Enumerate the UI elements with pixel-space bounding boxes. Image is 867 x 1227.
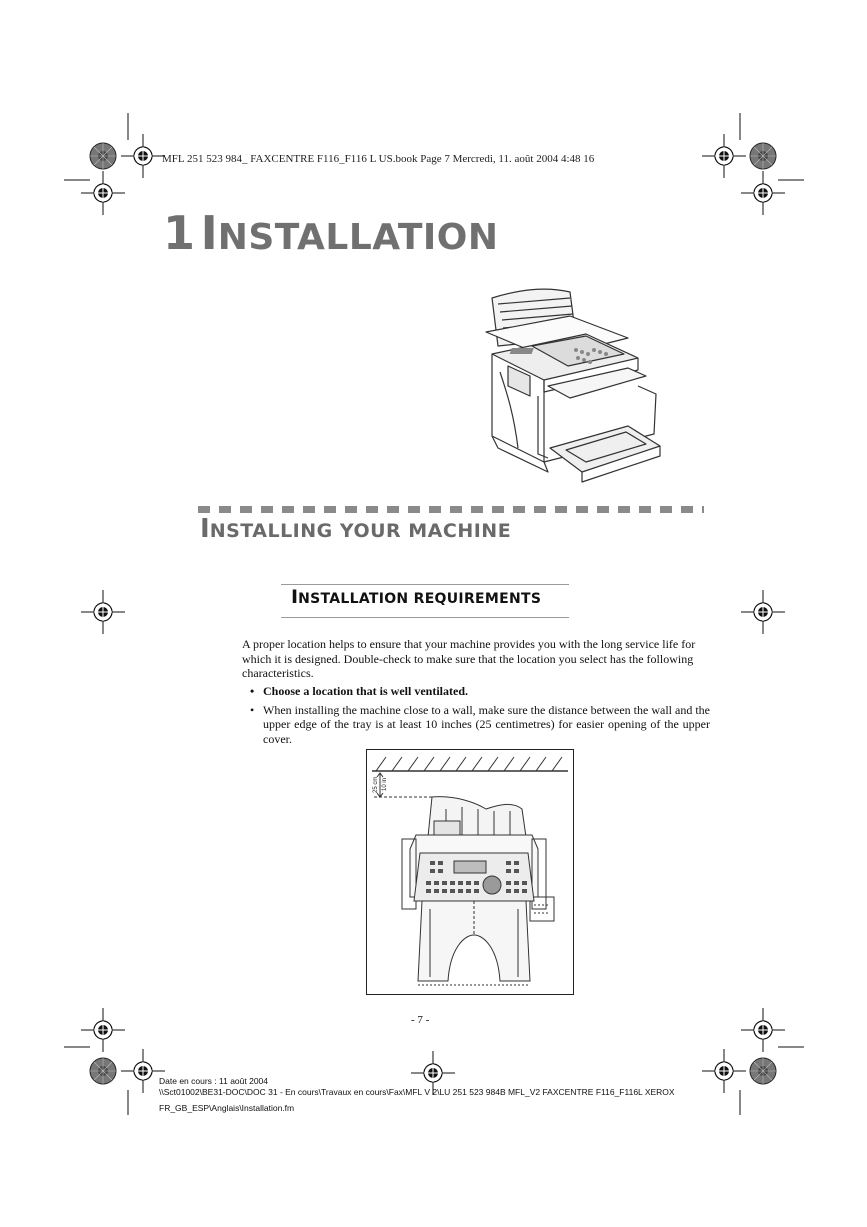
chapter-number: 1 [163, 206, 196, 260]
subsection-rule-bottom [281, 617, 569, 618]
book-header-line: MFL 251 523 984_ FAXCENTRE F116_F116 L US.book Page 7 Mercredi, 11. août 2004 4:48 16 [162, 153, 595, 165]
dimension-in-label: 10 in [382, 777, 388, 791]
subsection-title-initial: I [291, 586, 299, 608]
chapter-title-initial: I [200, 206, 218, 260]
footer-path-continued: FR_GB_ESP\Anglais\Installation.fm [159, 1103, 295, 1113]
chapter-title [163, 206, 499, 260]
wall-clearance-figure [366, 749, 574, 995]
footer-date: Date en cours : 11 août 2004 [159, 1076, 269, 1086]
subsection-title [291, 588, 541, 607]
section-dashed-rule [198, 506, 704, 513]
fax-machine-illustration [478, 276, 664, 498]
footer-path: \\Sct01002\BE31-DOC\DOC 31 - En cours\Travaux en cours\Fax\MFL V 2\LU 251 523 984B MFL_V2 FAXCENTRE F116_F116L XEROX [159, 1087, 675, 1097]
subsection-rule-top [281, 584, 569, 585]
section-title-initial: I [200, 514, 210, 544]
intro-paragraph: A proper location helps to ensure that your machine provides you with the long service life for which it is designed. Double-check to make sure that the location you select has the following characteristics. [242, 637, 696, 680]
list-item: • When installing the machine close to a wall, make sure the distance between the wall and the upper edge of the tray is at least 10 inches (25 centimetres) for easier opening of the upper cover. [250, 703, 710, 747]
section-title [200, 516, 511, 542]
subsection-title-rest: NSTALLATION REQUIREMENTS [298, 591, 542, 607]
dimension-cm-label: 25 cm [373, 776, 379, 793]
list-item: • Choose a location that is well ventilated. [250, 684, 710, 699]
section-title-rest: NSTALLING YOUR MACHINE [209, 520, 512, 542]
page-number: - 7 - [411, 1014, 430, 1026]
requirements-list [250, 684, 710, 750]
chapter-title-rest: NSTALLATION [217, 217, 499, 258]
